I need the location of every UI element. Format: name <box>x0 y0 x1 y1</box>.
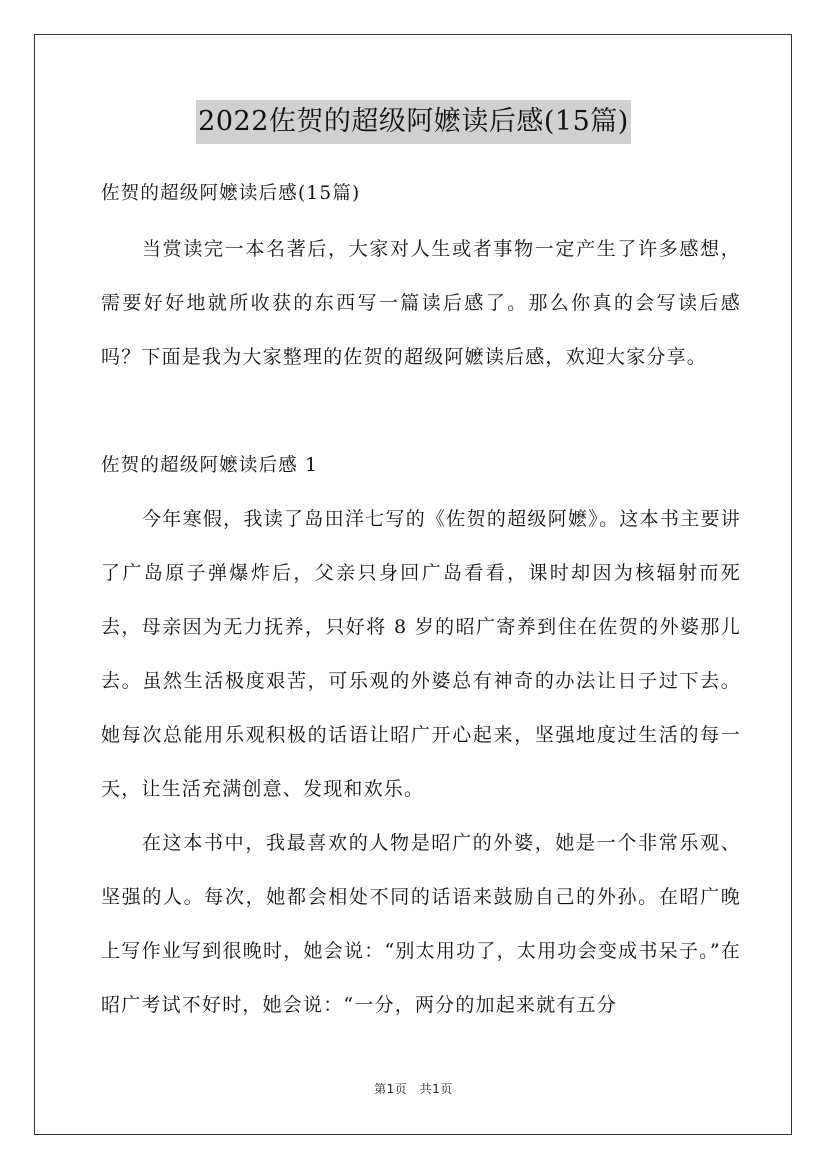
body-paragraph-1: 今年寒假，我读了岛田洋七写的《佐贺的超级阿嬷》。这本书主要讲了广岛原子弹爆炸后，父亲只身回广岛看看，课时却因为核辐射而死去，母亲因为无力抚养，只好将 8 岁的昭广寄养到住在佐贺的外婆那儿去。虽然生活极度艰苦，可乐观的外婆总有神奇的办法让日子过下去。她每次总能用乐观积极的话语让昭广开心起来，坚强地度过生活的每一天，让生活充满创意、发现和欢乐。 <box>101 508 741 800</box>
page-footer: 第1页 共1页 <box>374 1082 453 1096</box>
document-subtitle: 佐贺的超级阿嬷读后感(15篇) <box>101 183 361 204</box>
body-paragraph-2: 在这本书中，我最喜欢的人物是昭广的外婆，她是一个非常乐观、坚强的人。每次，她都会相处不同的话语来鼓励自己的外孙。在昭广晚上写作业写到很晚时，她会说：“别太用功了，太用功会变成书呆子。”在昭广考试不好时，她会说：“一分，两分的加起来就有五分 <box>101 832 741 1016</box>
body-section <box>101 492 741 1032</box>
section-heading: 佐贺的超级阿嬷读后感 1 <box>101 455 319 476</box>
document-title: 2022佐贺的超级阿嬷读后感(15篇) <box>196 100 631 144</box>
intro-paragraph: 当赏读完一本名著后，大家对人生或者事物一定产生了许多感想，需要好好地就所收获的东西写一篇读后感了。那么你真的会写读后感吗？下面是我为大家整理的佐贺的超级阿嬷读后感，欢迎大家分享。 <box>101 238 741 368</box>
title-container <box>0 100 827 144</box>
intro-section <box>101 222 741 384</box>
